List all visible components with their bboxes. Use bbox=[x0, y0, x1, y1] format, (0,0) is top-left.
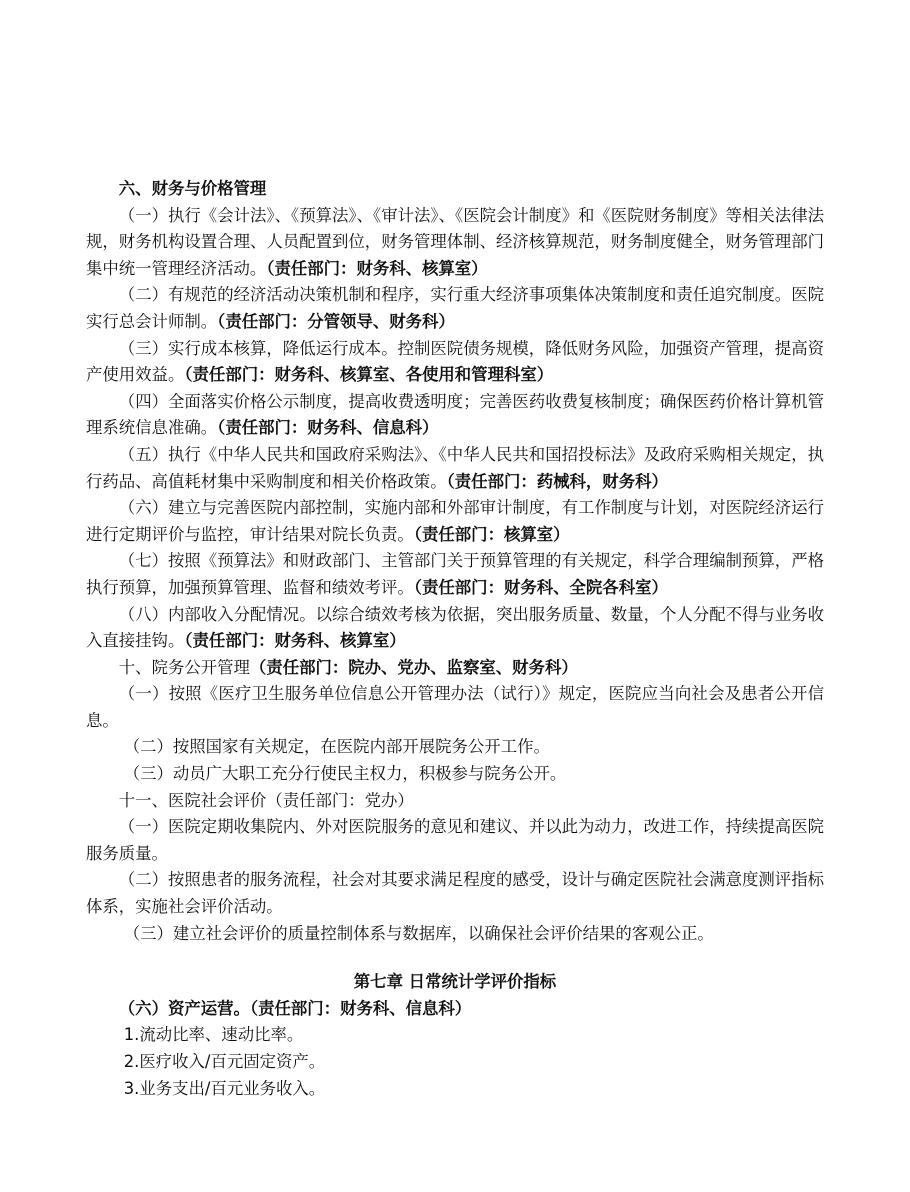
responsibility-note: （责任部门：财务科、信息科） bbox=[217, 418, 439, 438]
responsibility-note: （责任部门：药械科，财务科） bbox=[446, 471, 668, 491]
responsibility-note: （责任部门：财务科、核算室） bbox=[184, 631, 406, 651]
responsibility-note: （责任部门：分管领导、财务科） bbox=[217, 311, 455, 331]
paragraph-finance-1: （一）执行《会计法》、《预算法》、《审计法》、《医院会计制度》和《医院财务制度》等相关法律法规，财务机构设置合理、人员配置到位，财务管理体制、经济核算规范，财务制度健全，财务管理部门集中统一管理经济活动。（责任部门：财务科、核算室） bbox=[86, 205, 824, 278]
document-body bbox=[86, 176, 824, 1102]
paragraph-finance-3: （三）实行成本核算，降低运行成本。控制医院债务规模，降低财务风险，加强资产管理，提高资产使用效益。（责任部门：财务科、核算室、各使用和管理科室） bbox=[86, 338, 824, 385]
responsibility-note: （责任部门：院办、党办、监察室、财务科） bbox=[249, 657, 578, 677]
paragraph-social-evaluation-3: （三）建立社会评价的质量控制体系与数据库，以确保社会评价结果的客观公正。 bbox=[123, 923, 714, 943]
list-item: 2.医疗收入/百元固定资产。 bbox=[123, 1052, 326, 1071]
paragraph-finance-4: （四）全面落实价格公示制度，提高收费透明度；完善医药收费复核制度；确保医药价格计算机管理系统信息准确。（责任部门：财务科、信息科） bbox=[86, 391, 824, 438]
paragraph-social-evaluation-1: （一）医院定期收集院内、外对医院服务的意见和建议、并以此为动力，改进工作，持续提高医院服务质量。 bbox=[86, 817, 824, 863]
paragraph-social-evaluation-2: （二）按照患者的服务流程，社会对其要求满足程度的感受，设计与确定医院社会满意度测评指标体系，实施社会评价活动。 bbox=[86, 870, 824, 917]
paragraph-finance-7: （七）按照《预算法》和财政部门、主管部门关于预算管理的有关规定，科学合理编制预算，严格执行预算，加强预算管理、监督和绩效考评。（责任部门：财务科、全院各科室） bbox=[86, 551, 824, 597]
paragraph-public-affairs-2: （二）按照国家有关规定，在医院内部开展院务公开工作。 bbox=[123, 737, 550, 757]
section-heading-social-evaluation: 十一、医院社会评价（责任部门：党办） bbox=[118, 790, 414, 810]
responsibility-note: （责任部门：核算室） bbox=[413, 524, 570, 544]
paragraph-finance-6: （六）建立与完善医院内部控制，实施内部和外部审计制度，有工作制度与计划，对医院经济运行进行定期评价与监控，审计结果对院长负责。（责任部门：核算室） bbox=[86, 498, 824, 544]
section-heading-public-affairs: 十、院务公开管理（责任部门：院办、党办、监察室、财务科） bbox=[118, 657, 578, 677]
chapter-subheading: （六）资产运营。（责任部门：财务科、信息科） bbox=[118, 998, 472, 1018]
section-heading-finance: 六、财务与价格管理 bbox=[118, 179, 267, 198]
responsibility-note: （责任部门：财务科、全院各科室） bbox=[413, 577, 668, 597]
list-item: 3.业务支出/百元业务收入。 bbox=[123, 1078, 326, 1098]
paragraph-finance-5: （五）执行《中华人民共和国政府采购法》、《中华人民共和国招投标法》及政府采购相关规定，执行药品、高值耗材集中采购制度和相关价格政策。（责任部门：药械科，财务科） bbox=[86, 444, 824, 491]
paragraph-public-affairs-3: （三）动员广大职工充分行使民主权力，积极参与院务公开。 bbox=[123, 764, 567, 784]
responsibility-note: （责任部门：财务科、核算室） bbox=[266, 258, 488, 278]
paragraph-finance-8: （八）内部收入分配情况。以综合绩效考核为依据，突出服务质量、数量，个人分配不得与业务收入直接挂钩。（责任部门：财务科、核算室） bbox=[86, 604, 824, 651]
spacer bbox=[86, 947, 824, 969]
responsibility-note: （责任部门：财务科、核算室、各使用和管理科室） bbox=[184, 365, 554, 385]
list-item: 1.流动比率、速动比率。 bbox=[123, 1025, 304, 1045]
paragraph-finance-2: （二）有规范的经济活动决策机制和程序，实行重大经济事项集体决策制度和责任追究制度。医院实行总会计师制。（责任部门：分管领导、财务科） bbox=[86, 285, 824, 331]
chapter-title: 第七章 日常统计学评价指标 bbox=[353, 972, 557, 992]
paragraph-public-affairs-1: （一）按照《医疗卫生服务单位信息公开管理办法（试行）》规定，医院应当向社会及患者公开信息。 bbox=[86, 684, 824, 730]
